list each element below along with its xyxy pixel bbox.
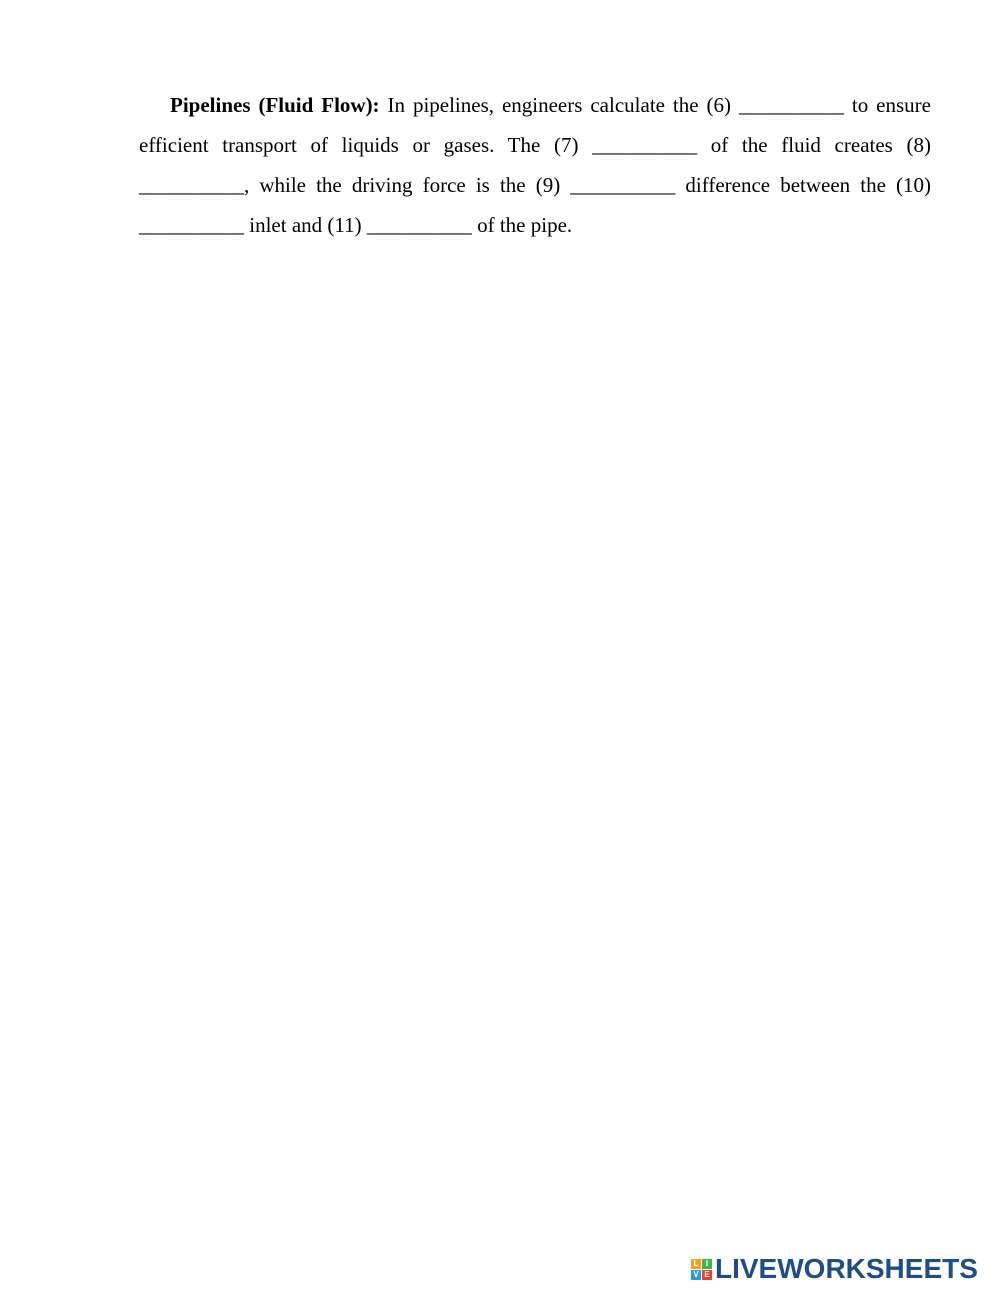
text-segment-1: In pipelines, engineers calculate the (6): [379, 93, 739, 117]
logo-tile-e: E: [702, 1270, 712, 1280]
blank-6[interactable]: __________: [738, 93, 844, 117]
logo-text: LIVEWORKSHEETS: [715, 1253, 978, 1284]
logo-tile-l: L: [691, 1259, 701, 1269]
liveworksheets-logo-icon: [691, 1259, 712, 1280]
text-segment-6: inlet and (11): [244, 213, 367, 237]
logo-tile-i: I: [702, 1259, 712, 1269]
text-segment-7: of the pipe.: [471, 213, 573, 237]
blank-8[interactable]: __________: [139, 173, 244, 197]
blank-11[interactable]: __________: [366, 213, 472, 237]
blank-9[interactable]: __________: [570, 173, 676, 197]
text-segment-4: , while the driving force is the (9): [244, 173, 571, 197]
text-segment-2: to ensure efficient transport of liquids or gases. The (7): [139, 93, 931, 157]
liveworksheets-logo: [691, 1254, 978, 1284]
paragraph-heading: Pipelines (Fluid Flow):: [170, 93, 380, 117]
worksheet-paragraph: [139, 85, 931, 245]
logo-tile-v: V: [691, 1270, 701, 1280]
text-segment-5: difference between the (10): [675, 173, 931, 197]
blank-7[interactable]: __________: [592, 133, 698, 157]
text-segment-3: of the fluid creates (8): [697, 133, 931, 157]
blank-10[interactable]: __________: [139, 213, 244, 237]
